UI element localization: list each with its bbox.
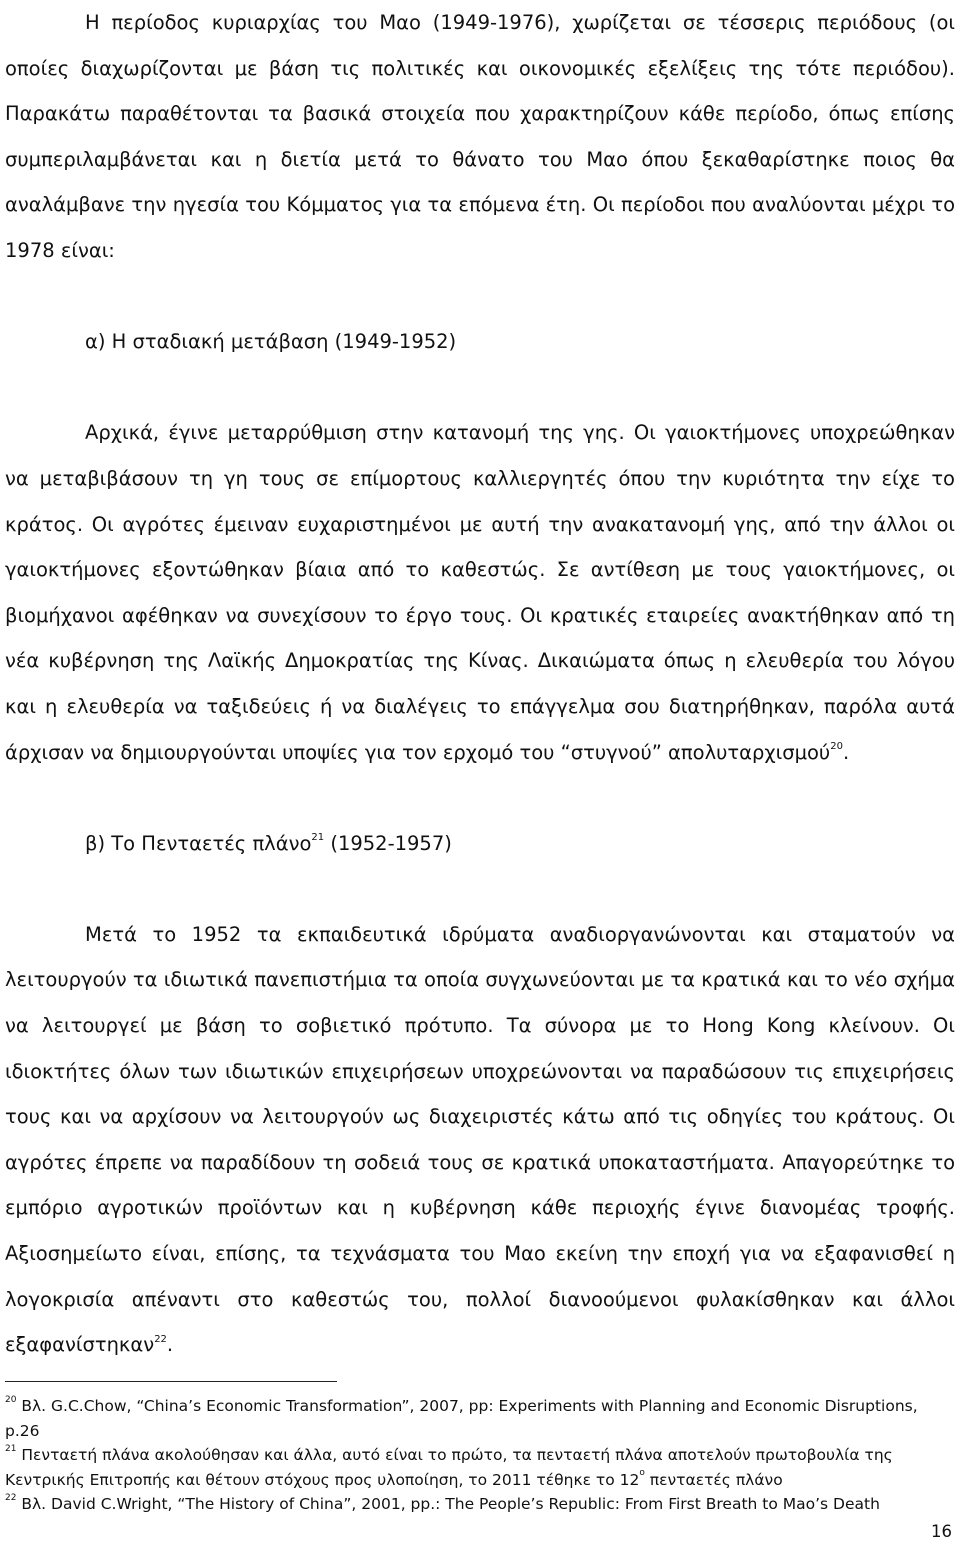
- footnote-number: 21: [5, 1443, 17, 1454]
- footnote-21: [5, 1443, 955, 1492]
- spacer: [5, 365, 955, 411]
- section-b-end: .: [166, 1333, 174, 1357]
- spacer: [5, 866, 955, 912]
- section-a-paragraph: [5, 410, 955, 775]
- footnote-text: Πενταετή πλάνα ακολούθησαν και άλλα, αυτό είναι το πρώτο, τα πενταετή πλάνα αποτελούν πρωτοβουλία της Κεντρικής Επιτροπής και θέτουν στόχους προς υλοποίηση, το 2011 τέθηκε το 12: [5, 1446, 893, 1489]
- section-a-heading: α) Η σταδιακή μετάβαση (1949-1952): [85, 330, 457, 354]
- section-a-end: .: [842, 740, 850, 764]
- section-b-heading: [5, 821, 955, 867]
- page-number: 16: [931, 1522, 952, 1541]
- body-text: [5, 0, 955, 1368]
- footnote-divider: [5, 1381, 337, 1382]
- section-b-heading-years: (1952-1957): [324, 831, 452, 855]
- footnote-ref-22[interactable]: 22: [154, 1333, 167, 1345]
- footnote-text: Βλ. David C.Wright, “The History of China”, 2001, pp.: The People’s Republic: From First Breath to Mao’s Death: [16, 1495, 880, 1513]
- footnote-number: 20: [5, 1394, 17, 1405]
- section-b-heading-text: β) Το Πενταετές πλάνο: [85, 831, 312, 855]
- intro-paragraph: Η περίοδος κυριαρχίας του Μαο (1949-1976), χωρίζεται σε τέσσερις περιόδους (οι οποίες διαχωρίζονται με βάση τις πολιτικές και οικονομικές εξελίξεις της τότε περιόδου). Παρακάτω παραθέτονται τα βασικά στοιχεία που χαρακτηρίζουν κάθε περίοδο, όπως επίσης συμπεριλαμβάνεται και η διετία μετά το θάνατο του Μαο όπου ξεκαθαρίστηκε ποιος θα αναλάμβανε την ηγεσία του Κόμματος για τα επόμενα έτη. Οι περίοδοι που αναλύονται μέχρι το 1978 είναι:: [5, 11, 955, 262]
- section-b-paragraph: [5, 912, 955, 1368]
- footnote-22: [5, 1492, 955, 1517]
- spacer: [5, 775, 955, 821]
- section-b-text: Μετά το 1952 τα εκπαιδευτικά ιδρύματα αναδιοργανώνονται και σταματούν να λειτουργούν τα ιδιωτικά πανεπιστήμια τα οποία συγχωνεύονται με τα κρατικά και το νέο σχήμα να λειτουργεί με βάση το σοβιετικό πρότυπο. Τα σύνορα με το Hong Kong κλείνουν. Οι ιδιοκτήτες όλων των ιδιωτικών επιχειρήσεων υποχρεώνονται να παραδώσουν τις επιχειρήσεις τους και να αρχίσουν να λειτουργούν ως διαχειριστές κάτω από τις οδηγίες του κράτους. Οι αγρότες έπρεπε να παραδίδουν τη σοδειά τους σε κρατικά υποκαταστήματα. Απαγορεύτηκε το εμπόριο αγροτικών προϊόντων και η κυβέρνηση κάθε περιοχής έγινε διανομέας τροφής. Αξιοσημείωτο είναι, επίσης, τα τεχνάσματα του Μαο εκείνη την εποχή για να εξαφανισθεί η λογοκρισία απέναντι στο καθεστώς του, πολλοί διανοούμενοι φυλακίσθηκαν και άλλοι εξαφανίστηκαν: [5, 922, 955, 1357]
- section-a-text: Αρχικά, έγινε μεταρρύθμιση στην κατανομή της γης. Οι γαιοκτήμονες υποχρεώθηκαν να μεταβιβάσουν τη γη τους σε επίμορτους καλλιεργητές όπου την κυριότητα την είχε το κράτος. Οι αγρότες έμειναν ευχαριστημένοι με αυτή την ανακατανομή γης, από την άλλοι οι γαιοκτήμονες εξοντώθηκαν βίαια από το καθεστώς. Σε αντίθεση με τους γαιοκτήμονες, οι βιομήχανοι αφέθηκαν να συνεχίσουν το έργο τους. Οι κρατικές εταιρείες ανακτήθηκαν από τη νέα κυβέρνηση της Λαϊκής Δημοκρατίας της Κίνας. Δικαιώματα όπως η ελευθερία του λόγου και η ελευθερία να ταξιδεύεις ή να διαλέγεις το επάγγελμα σου διατηρήθηκαν, παρόλα αυτά άρχισαν να δημιουργούνται υποψίες για τον ερχομό του “στυγνού” απολυταρχισμού: [5, 421, 955, 764]
- footnote-ref-21[interactable]: 21: [311, 832, 325, 844]
- footnote-ref-20[interactable]: 20: [830, 741, 843, 752]
- footnotes: [5, 1394, 955, 1517]
- spacer: [5, 274, 955, 320]
- ordinal-marker: ο: [639, 1468, 645, 1479]
- footnote-text: Βλ. G.C.Chow, “China’s Economic Transformation”, 2007, pp: Experiments with Planning and Economic Disruptions, p.26: [5, 1397, 918, 1440]
- footnote-20: [5, 1394, 955, 1443]
- footnote-number: 22: [5, 1492, 17, 1503]
- footnote-text-end: πενταετές πλάνο: [644, 1470, 783, 1489]
